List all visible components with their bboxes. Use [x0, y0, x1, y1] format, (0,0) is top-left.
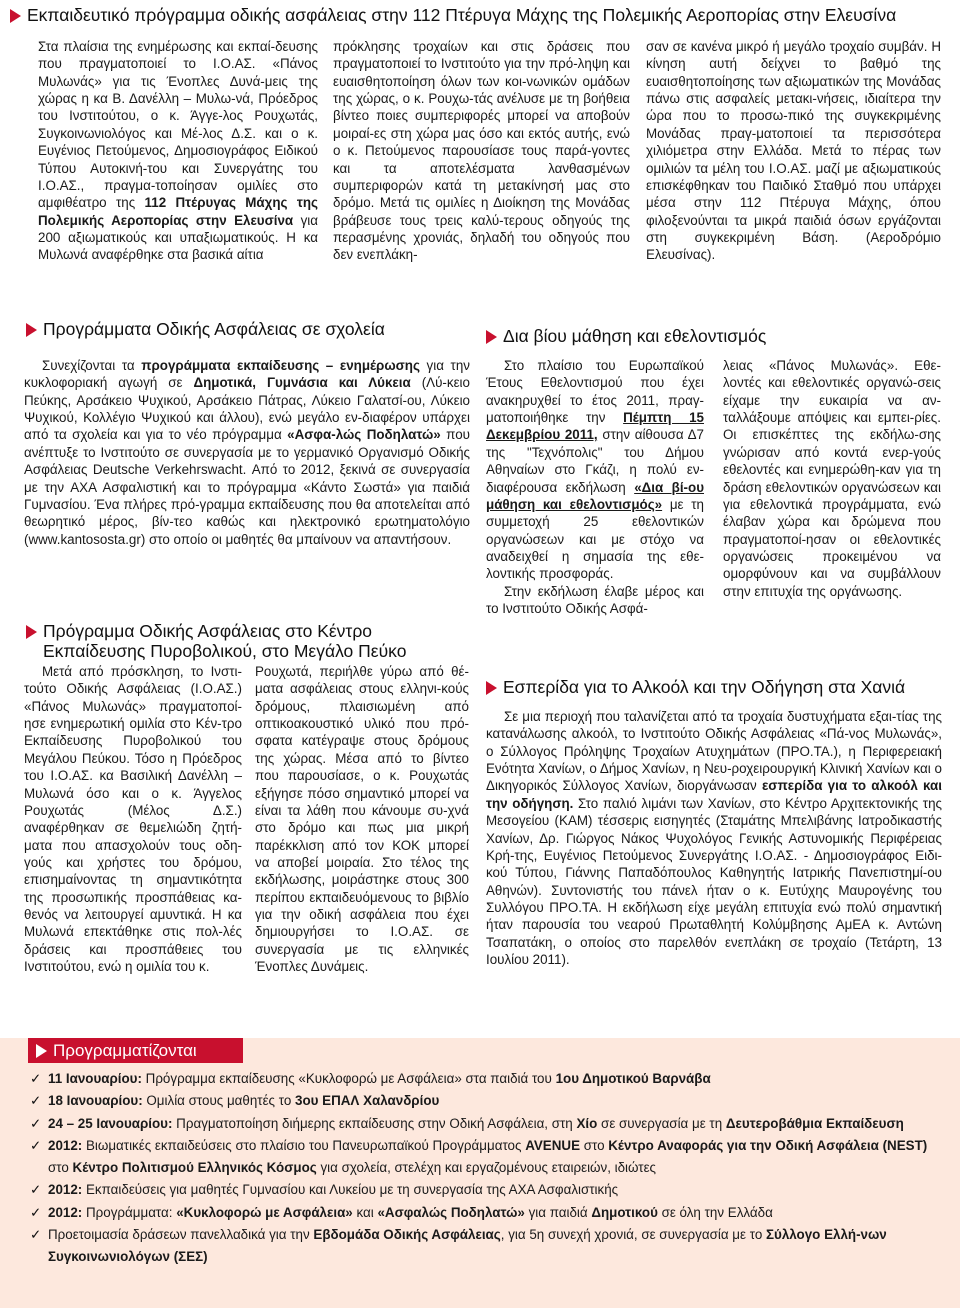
lifelong-date: Πέμπτη 15 Δεκεμβρίου 2011, — [486, 410, 704, 443]
center-title: Πρόγραμμα Οδικής Ασφάλειας στο Κέντρο Εκπαίδευσης Πυροβολικού, στο Μεγάλο Πεύκο — [43, 621, 407, 661]
lifelong-event-title: «Δια βί-ου μάθηση και εθελοντισμός» — [486, 479, 704, 512]
list-item: ✓ 24 – 25 Ιανουαρίου: Πραγματοποίηση διήμερης εκπαίδευσης στην Οδική Ασφάλεια, στη Χίο σε συνεργασία με τη Δευτεροβάθμια Εκπαίδευση — [30, 1113, 930, 1135]
arrow-icon — [486, 681, 497, 695]
list-item: ✓ Προετοιμασία δράσεων πανελλαδικά για την Εβδομάδα Οδικής Ασφάλειας, για 5η συνεχή χρονιά, σε συνεργασία με το Σύλλογο Ελλή-νων Συγκοινωνιολόγων (ΣΕΣ) — [30, 1224, 930, 1269]
intro-text-bold: 112 Πτέρυγας Μάχης της Πολεμικής Αεροπορίας στην Ελευσίνα — [38, 195, 318, 228]
center-column-2: Ρουχωτά, περιήλθε γύρω από θέ-ματα ασφάλειας στους ελληνι-κούς δρόμους, πλαισιωμένη από οπτικοακουστικό υλικό που πρό-σφατα κατέγραψε στους δρόμους της χώρας. Μέσα από το βίντεο που παρουσίασε, ο κ. Ρουχωτάς εξήγησε πόσο σημαντικό μπορεί να είναι τα λάθη που κάνουμε συ-χνά στο δρόμο και πως μια μικρή παρέκκλιση από τον ΚΟΚ μπορεί να αποβεί μοιραία. Στο τέλος της εκδήλωσης, μοιράστηκε στους 300 περίπου εκπαιδευόμενους το βιβλίο για την οδική ασφάλεια που έχει δημιουργήσει το Ι.Ο.ΑΣ. σε συνεργασία με τις ελληνικές Ένοπλες Δυνάμεις. — [255, 664, 469, 975]
intro-column-3: σαν σε κανένα μικρό ή μεγάλο τροχαίο συμβάν. Η κίνηση αυτή δείχνει το βαθμό της ευαισθητοποίησης των αξιωματικών της Μονάδας πάνω στις ασφαλείς μετακι-νήσεις, ιδιαίτερα την ώρα που το προσω-πικό της συγκεκριμένης Μονάδας πραγ-ματοποιεί τα περισσότερα χιλιόμετρα στην Ελλάδα. Μετά το πέρας των ομιλιών τα μέλη του Ι.Ο.ΑΣ. μαζί με αξιωματικούς επισκέφθηκαν του Παιδικό Σταθμό που υπάρχει μέσα στην 112 Πτέρυγα Μάχης, όπου φιλοξενούνται τα μικρά παιδιά όσων εργάζονται στη συγκεκριμένη Βάση. (Αεροδρόμιο Ελευσίνας). — [646, 39, 941, 263]
chania-heading — [486, 678, 946, 698]
lifelong-heading — [486, 327, 946, 347]
arrow-icon — [26, 323, 37, 337]
schools-bike-bold: «Ασφα-λώς Ποδηλατώ» — [287, 427, 441, 443]
list-item: ✓ 2012: Βιωματικές εκπαιδεύσεις στο πλαίσιο του Πανευρωπαϊκού Προγράμματος AVENUE στο Κέντρο Αναφοράς για την Οδική Ασφάλεια (NEST) στο Κέντρο Πολιτισμού Ελληνικός Κόσμος για σχολεία, στελέχη και εργαζομένους εταιρειών, ιδιώτες — [30, 1135, 930, 1180]
center-column-1: Μετά από πρόσκληση, το Ινστι-τούτο Οδικής Ασφάλειας (Ι.Ο.ΑΣ.) «Πάνος Μυλωνάς» πραγματοποί-ησε ενημερωτική ομιλία στο Κέν-τρο Εκπαίδευσης Πυροβολικού του Μεγάλου Πεύκου. Τόσο η Πρόεδρος του Ι.Ο.ΑΣ. κα Βασιλική Δανέλλη – Μυλωνά όσο και ο κ. Άγγελος Ρουχωτάς (Μέλος Δ.Σ.) αναφέρθηκαν σε θεμελιώδη ζητή-ματα που απασχολούν τους οδη-γούς και χρήστες του δρόμου, επισημαίνοντας τη σημαντικότητα της προσωπικής προσπάθειας κα-θενός να λειτουργεί αμυντικά. Η κα Μυλωνά επεκτάθηκε στις πολ-λές δράσεις και προσπάθειες του Ινστιτούτου, ενώ η ομιλία του κ. — [24, 664, 242, 975]
list-item: ✓ 2012: Εκπαιδεύσεις για μαθητές Γυμνασίου και Λυκείου με τη συνεργασία της ΑΧΑ Ασφαλιστικής — [30, 1179, 930, 1201]
chania-title: Εσπερίδα για το Αλκοόλ και την Οδήγηση στα Χανιά — [503, 677, 906, 697]
schools-body: Συνεχίζονται τα προγράμματα εκπαίδευσης – ενημέρωσης για την κυκλοφοριακή αγωγή σε Δημοτικά, Γυμνάσια και Λύκεια (Λύ-κειο Πεύκης, Αρσάκειο Ψυχικού, Αρσάκειο Πάτρας, Λύκειο Γαλατσί-ου, Λύκειο Ψυχικού, Κολλέγιο Ψυχικού και άλλου), ενώ μεγάλο εν-διαφέρον υπάρχει από τα σχολεία και για το νέο πρόγραμμα «Ασφα-λώς Ποδηλατώ» που ανέπτυξε το Ινστιτούτο σε συνεργασία με το γερμανικό Οργανισμό Οδικής Ασφάλειας Deutsche Verkehrswacht. Από το 2012, ξεκινά σε συνεργασία με την ΑΧΑ Ασφαλιστική και το πρόγραμμα «Κάντο Σωστά» για παιδιά Γυμνασίου. Ένα πλήρες πρό-γραμμα εκπαίδευσης που θα αποτελείται από θεωρητικό μέρος, βίν-τεο καθώς και ηλεκτρονικό ερωτηματολόγιο (www.kantososta.gr) στο οποίο οι μαθητές θα μπαίνουν να απαντήσουν. — [24, 358, 470, 547]
scheduled-list — [30, 1068, 930, 1268]
intro-text-1a: Στα πλαίσια της ενημέρωσης και εκπαί-δευσης που πραγματοποιεί το Ι.Ο.ΑΣ. «Πάνος Μυλωνάς» για τις Ένοπλες Δυνά-μεις της χώρας η κα Β. Δανέλλη – Μυλω-νά, Πρόεδρος του Ινστιτούτου, ο κ. Άγγε-λος Ρουχωτάς, Συγκοινωνιολόγος και Μέ-λος Δ.Σ. και ο κ. Ευγένιος Πετούμενος, Δημοσιογράφος Ειδικού Τύπου Αυτοκινή-του και Συνεργάτης του Ι.Ο.ΑΣ., πραγμα-τοποίησαν ομιλίες στο αμφιθέατρο της — [38, 39, 318, 211]
list-item: ✓ 11 Ιανουαρίου: Πρόγραμμα εκπαίδευσης «Κυκλοφορώ με Ασφάλεια» στα παιδιά του 1ου Δημοτικού Βαρνάβα — [30, 1068, 930, 1090]
scheduled-title: Προγραμματίζονται — [53, 1040, 197, 1060]
list-item: ✓ 2012: Προγράμματα: «Κυκλοφορώ με Ασφάλεια» και «Ασφαλώς Ποδηλατώ» για παιδιά Δημοτικού σε όλη την Ελλάδα — [30, 1202, 930, 1224]
schools-title: Προγράμματα Οδικής Ασφάλειας σε σχολεία — [43, 319, 385, 339]
list-item: ✓ 18 Ιανουαρίου: Ομιλία στους μαθητές το 3ου ΕΠΑΛ Χαλανδρίου — [30, 1090, 930, 1112]
scheduled-title-bar — [28, 1035, 243, 1063]
arrow-icon — [36, 1044, 47, 1058]
check-icon: ✓ — [30, 1204, 42, 1220]
lifelong-title: Δια βίου μάθηση και εθελοντισμός — [503, 326, 767, 346]
arrow-icon — [10, 9, 21, 23]
article-title: Εκπαιδευτικό πρόγραμμα οδικής ασφάλειας στην 112 Πτέρυγα Μάχης της Πολεμικής Αεροπορίας στην Ελευσίνα — [27, 5, 897, 25]
schools-programs-bold: προγράμματα εκπαίδευσης – ενημέρωσης — [141, 358, 420, 373]
check-icon: ✓ — [30, 1071, 42, 1086]
schools-levels-bold: Δημοτικά, Γυμνάσια και Λύκεια — [193, 375, 411, 391]
intro-column-2: πρόκλησης τροχαίων και στις δράσεις που πραγματοποιεί το Ινστιτούτο για την πρό-ληψη και ευαισθητοποίηση όλων των κοι-νωνικών ομάδων της χώρας, ο κ. Ρουχω-τάς ανέλυσε με τη βοήθεια βίντεο ποιες συμπεριφορές μπορεί να αποβούν μοιραί-ες στη χώρα μας όσο και εκτός αυτής, ενώ ο κ. Πετούμενος παρουσίασε τους παρά-γοντες και τα αποτελέσματα λανθασμένων συμπεριφορών κατά τη μετακίνησή μας στο δρόμο. Μετά τις ομιλίες η Διοίκηση της Μονάδας βράβευσε τους τρεις καλύ-τερους οδηγούς της περασμένης χρονιάς, δηλαδή του οδηγούς που δεν ενεπλάκη- — [333, 39, 630, 263]
check-icon: ✓ — [30, 1226, 42, 1242]
intro-text-1b: για 200 αξιωματικούς και υπαξιωματικούς. Η κα Μυλωνά αναφέρθηκε στα βασικά αίτια — [38, 212, 318, 263]
article-header — [10, 6, 955, 26]
check-icon: ✓ — [30, 1093, 42, 1109]
lifelong-text-d: Στην εκδήλωση έλαβε μέρος και το Ινστιτούτο Οδικής Ασφά- — [486, 583, 704, 617]
schools-heading — [26, 320, 466, 340]
check-icon: ✓ — [30, 1137, 42, 1153]
chania-body: Σε μια περιοχή που ταλανίζεται από τα τροχαία δυστυχήματα εξαι-τίας της κατανάλωσης αλκοόλ, το Ινστιτούτο Οδικής Ασφάλειας «Πά-νος Μυλωνάς», ο Σύλλογος Πρόληψης Τροχαίων Ατυχημάτων (ΠΡΟ.ΤΑ.), η Περιφερειακή Ενότητα Χανίων, ο Δήμος Χανίων, η Νευ-ροχειρουργική Κλινική Χανίων και ο Δικηγορικός Σύλλογος Χανίων, διοργάνωσαν εσπερίδα για το αλκοόλ και την οδήγηση. Στο παλιό λιμάνι των Χανίων, στο Κέντρο Αρχιτεκτονικής της Μεσογείου (ΚΑΜ) τέσσερις εισηγητές (Σταμάτης Μπελιβάνης Ιατροδικαστής Χανίων, Δρ. Γιώργος Νάκος Ψυχολόγος Γενικής Αστυνομικής Περιφέρειας Κρή-της, Ευγένιος Πετούμενος Συνεργάτης Ι.Ο.ΑΣ. - Δημοσιογράφος Ειδι-κού Τύπου, Γιάννης Παπαδόπουλος Καθηγητής Ιατρικής Πανεπιστημί-ου Αθηνών). Συντονιστής του πάνελ ήταν ο κ. Ευτύχης Μαυρογένης του Συλλόγου ΠΡΟ.ΤΑ. Η εκδήλωση είχε μεγάλη επιτυχία ενώ πολύ σημαντική ήταν παρουσία του νεαρού Πρωταθλητή Κολύμβησης ΑμΕΑ κ. Αντώνη Τσαπατάκη, ο οποίος στο παρελθόν ενεπλάκη σε τροχαίο (Τετάρτη, 13 Ιουλίου 2011). — [486, 709, 942, 968]
lifelong-column-2: λειας «Πάνος Μυλωνάς». Εθε-λοντές και εθελοντικές οργανώ-σεις είχαμε την ευκαιρία να αν-ταλλάξουμε απόψεις και εμπει-ρίες. Οι επισκέπτες της εκδήλω-σης γνώρισαν από κοντά ενερ-γούς εθελοντές και ενημερώθη-καν για τη δράση εθελοντικών οργανώσεων και για εθελοντικά προγράμματα, ενώ έλαβαν χώρα και δρώμενα που πραγματοποί-ησαν οι εθελοντικές οργανώσεις προκειμένου να ομορφύνουν και να συμβάλλουν στην επιτυχία της οργάνωσης. — [723, 358, 941, 599]
chania-event-bold: εσπερίδα για το αλκοόλ και την οδήγηση. — [486, 778, 942, 811]
center-heading — [26, 622, 466, 661]
arrow-icon — [486, 330, 497, 344]
intro-column-1 — [38, 38, 318, 264]
check-icon: ✓ — [30, 1115, 42, 1131]
arrow-icon — [26, 625, 37, 639]
check-icon: ✓ — [30, 1182, 42, 1198]
lifelong-column-1: Στο πλαίσιο του Ευρωπαϊκού Έτους Εθελοντισμού που έχει ανακηρυχθεί το έτος 2011, πραγ-ματοποιήθηκε την Πέμπτη 15 Δεκεμβρίου 2011, στην αίθουσα Δ7 της "Τεχνόπολις" του Δήμου Αθηναίων στο Γκάζι, η πολύ εν-διαφέρουσα εκδήλωση «Δια βί-ου μάθηση και εθελοντισμός» με τη συμμετοχή 25 εθελοντικών οργανώσεων και με στόχο να αναδειχθεί η σημασία της εθε-λοντικής προσφοράς. Στην εκδήλωση έλαβε μέρος και το Ινστιτούτο Οδικής Ασφά- — [486, 358, 705, 617]
